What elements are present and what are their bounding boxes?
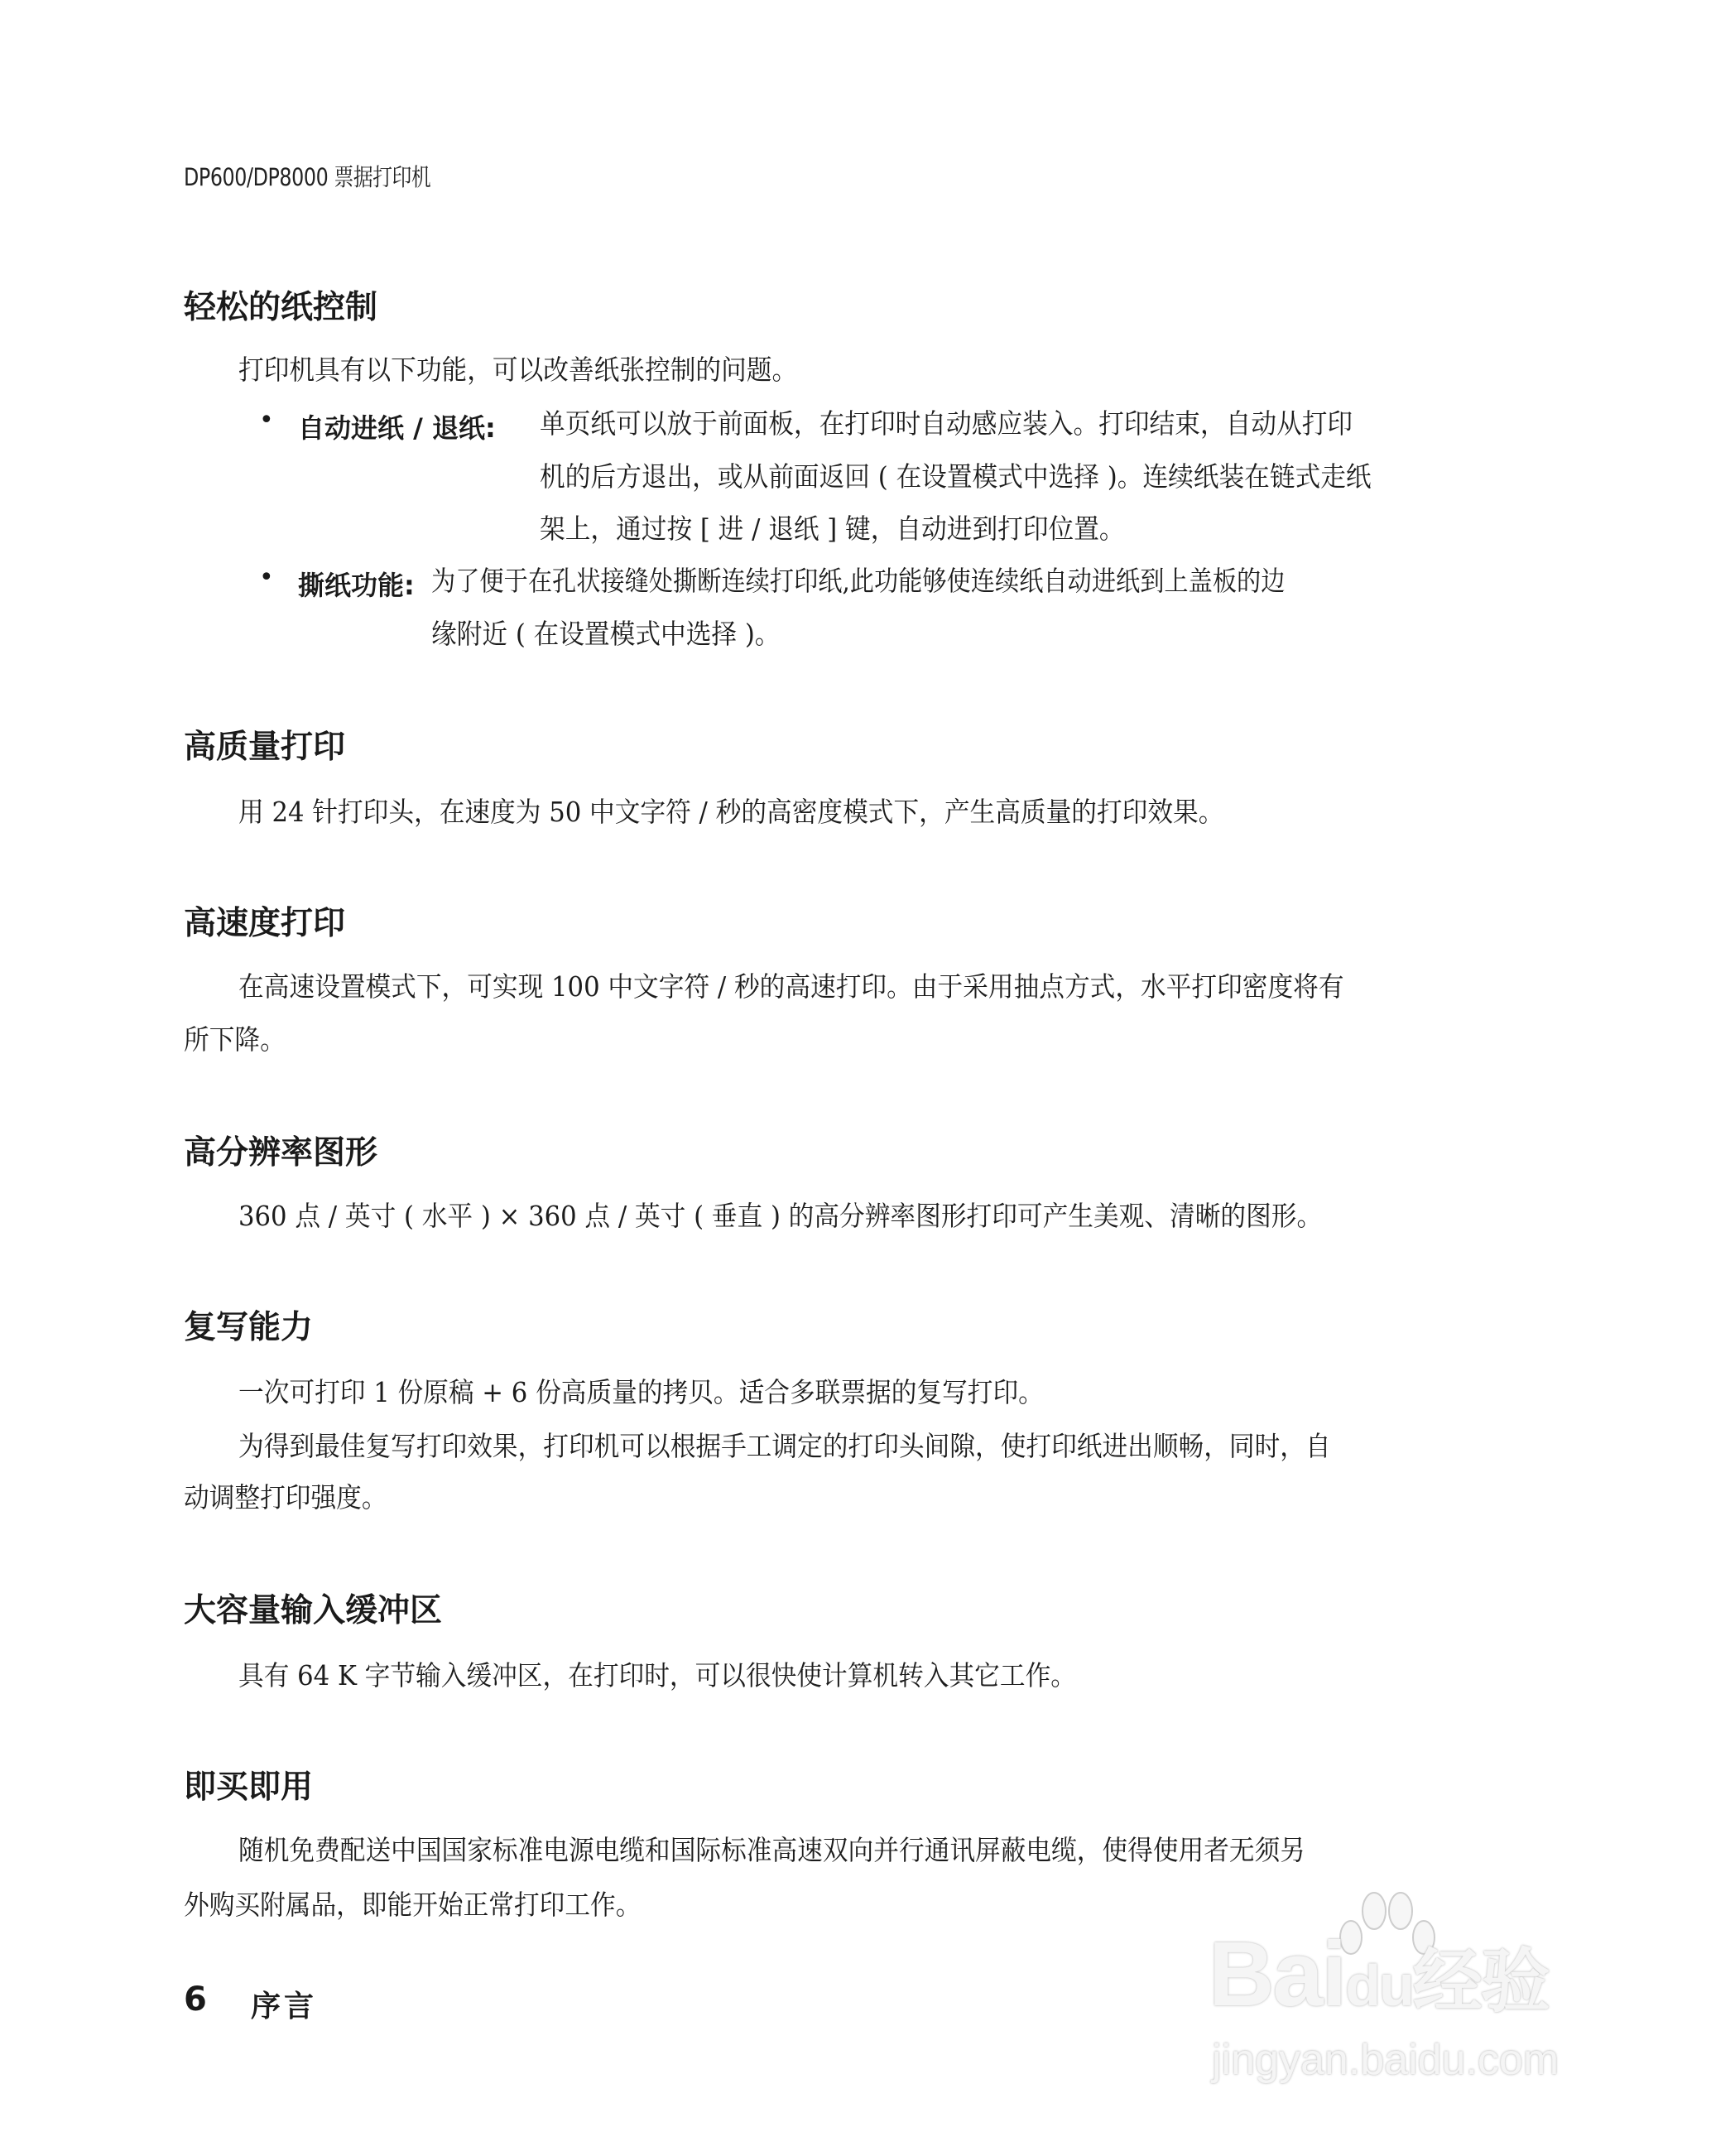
paragraph: 一次可打印 1 份原稿 + 6 份高质量的拷贝。适合多联票据的复写打印。 xyxy=(238,1376,1044,1408)
chapter-title: 序言 xyxy=(251,1990,318,2024)
bullet-label-tear-off: 撕纸功能: xyxy=(298,570,415,601)
section-title-input-buffer: 大容量输入缓冲区 xyxy=(184,1592,443,1629)
paragraph: 在高速设置模式下，可实现 100 中文字符 / 秒的高速打印。由于采用抽点方式，水平打印密度将有 xyxy=(238,970,1344,1003)
watermark-url: jingyan.baidu.com xyxy=(1212,2036,1560,2084)
page-number: 6 xyxy=(184,1980,207,2019)
bullet-text-line: 缘附近 ( 在设置模式中选择 )。 xyxy=(431,618,781,650)
bullet-label-auto-feed: 自动进纸 / 退纸: xyxy=(298,412,496,444)
bullet-icon: • xyxy=(259,406,274,435)
watermark-logo: Baidu经验 xyxy=(1209,1923,1549,2025)
paragraph-intro: 打印机具有以下功能，可以改善纸张控制的问题。 xyxy=(238,354,798,386)
paragraph: 随机免费配送中国国家标准电源电缆和国际标准高速双向并行通讯屏蔽电缆，使得使用者无须另 xyxy=(238,1834,1305,1866)
bullet-text-line: 架上，通过按 [ 进 / 退纸 ] 键，自动进到打印位置。 xyxy=(540,513,1125,545)
section-title-high-resolution: 高分辨率图形 xyxy=(184,1134,378,1172)
running-header: DP600/DP8000 票据打印机 xyxy=(184,163,431,191)
section-title-paper-control: 轻松的纸控制 xyxy=(184,289,378,326)
section-title-high-speed: 高速度打印 xyxy=(184,905,346,942)
bullet-text-line: 单页纸可以放于前面板，在打印时自动感应装入。打印结束，自动从打印 xyxy=(540,407,1353,440)
baidu-watermark xyxy=(1209,1896,1606,2095)
paragraph: 为得到最佳复写打印效果，打印机可以根据手工调定的打印头间隙，使打印纸进出顺畅，同时，自 xyxy=(238,1430,1331,1462)
bullet-icon: • xyxy=(259,563,274,592)
section-title-high-quality: 高质量打印 xyxy=(184,729,346,766)
section-title-ready-to-use: 即买即用 xyxy=(184,1769,314,1806)
paragraph-continuation: 外购买附属品，即能开始正常打印工作。 xyxy=(184,1889,642,1921)
paragraph: 360 点 / 英寸 ( 水平 ) × 360 点 / 英寸 ( 垂直 ) 的高分辨率图形打印可产生美观、清晰的图形。 xyxy=(238,1200,1323,1232)
bullet-text-line: 为了便于在孔状接缝处撕断连续打印纸,此功能够使连续纸自动进纸到上盖板的边 xyxy=(431,565,1286,597)
paragraph-continuation: 所下降。 xyxy=(184,1023,286,1056)
paragraph: 用 24 针打印头，在速度为 50 中文字符 / 秒的高密度模式下，产生高质量的打印效果。 xyxy=(238,796,1224,828)
bullet-text-line: 机的后方退出，或从前面返回 ( 在设置模式中选择 )。连续纸装在链式走纸 xyxy=(540,460,1372,493)
section-title-copy-capability: 复写能力 xyxy=(184,1309,314,1346)
paragraph: 具有 64 K 字节输入缓冲区，在打印时，可以很快使计算机转入其它工作。 xyxy=(238,1659,1076,1692)
paragraph-continuation: 动调整打印强度。 xyxy=(184,1481,387,1514)
